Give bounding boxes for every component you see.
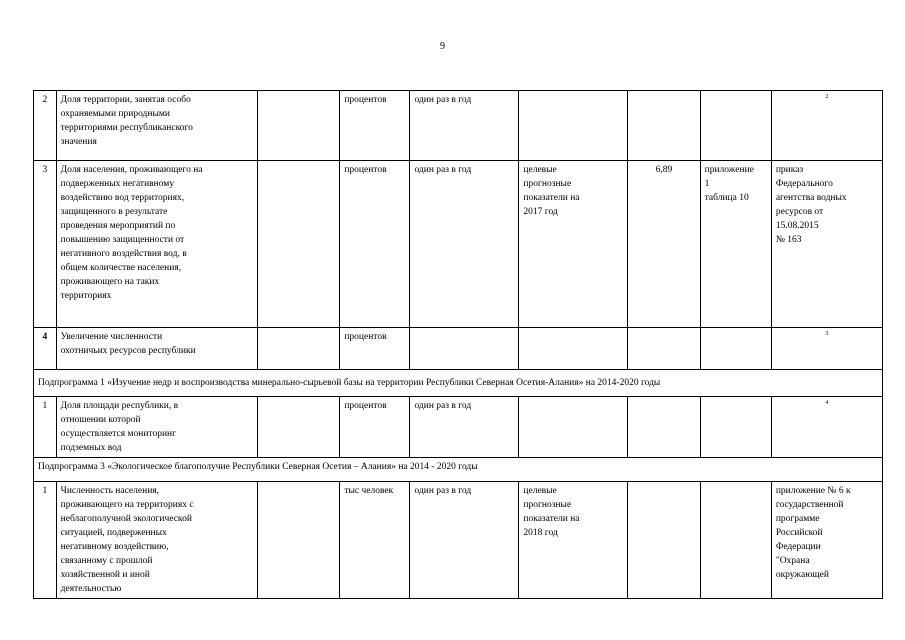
subprogram-title: Подпрограмма 1 «Изучение недр и воспроизводства минерально-сырьевой базы на территории Республики Северная Осетия-Алания» на 2014-2020 годы xyxy=(34,370,883,397)
period-cell: один раз в год xyxy=(410,161,519,328)
table-row xyxy=(34,328,883,370)
empty-cell xyxy=(258,397,340,458)
row-number: 1 xyxy=(34,482,57,599)
unit-cell: тыс человек xyxy=(340,482,410,599)
period-cell xyxy=(410,328,519,370)
empty-cell xyxy=(258,161,340,328)
indicator-name: Численность населения, проживающего на территориях с неблагополучной экологической ситуацией, подверженных негативному воздействию, связанному с прошлой хозяйственной и иной деятельностью xyxy=(56,482,258,599)
value-cell xyxy=(628,482,700,599)
value-cell xyxy=(628,91,700,161)
unit-cell: процентов xyxy=(340,397,410,458)
empty-cell xyxy=(258,91,340,161)
table-row xyxy=(34,161,883,328)
row-number: 2 xyxy=(34,91,57,161)
footnote-mark: 4 xyxy=(825,400,829,406)
subprogram-row xyxy=(34,458,883,482)
row-number: 1 xyxy=(34,397,57,458)
appendix-cell: приложение 1 таблица 10 xyxy=(700,161,771,328)
indicators-table xyxy=(33,90,883,599)
source-cell: целевые прогнозные показатели на 2017 год xyxy=(519,161,628,328)
period-cell: один раз в год xyxy=(410,91,519,161)
note-cell: приказ Федерального агентства водных ресурсов от 15.08.2015 № 163 xyxy=(771,161,882,328)
value-cell xyxy=(628,328,700,370)
appendix-cell xyxy=(700,328,771,370)
unit-cell: процентов xyxy=(340,328,410,370)
source-cell xyxy=(519,91,628,161)
page-number: 9 xyxy=(440,41,445,52)
source-cell xyxy=(519,397,628,458)
row-number: 4 xyxy=(34,328,57,370)
value-cell xyxy=(628,397,700,458)
source-cell: целевые прогнозные показатели на 2018 год xyxy=(519,482,628,599)
appendix-cell xyxy=(700,91,771,161)
indicator-name: Доля территории, занятая особо охраняемыми природными территориями республиканского значения xyxy=(56,91,258,161)
subprogram-row xyxy=(34,370,883,397)
indicator-name: Увеличение численности охотничьих ресурсов республики xyxy=(56,328,258,370)
period-cell: один раз в год xyxy=(410,397,519,458)
indicator-name: Доля площади республики, в отношении которой осуществляется мониторинг подземных вод xyxy=(56,397,258,458)
empty-cell xyxy=(258,482,340,599)
subprogram-title: Подпрограмма 3 «Экологическое благополучие Республики Северная Осетия – Алания» на 2014 - 2020 годы xyxy=(34,458,883,482)
footnote-mark: 3 xyxy=(825,331,829,337)
footnote-mark: 2 xyxy=(825,94,829,100)
unit-cell: процентов xyxy=(340,161,410,328)
row-number: 3 xyxy=(34,161,57,328)
unit-cell: процентов xyxy=(340,91,410,161)
appendix-cell xyxy=(700,482,771,599)
table-row xyxy=(34,397,883,458)
table-row xyxy=(34,91,883,161)
note-cell: приложение № 6 к государственной программе Российской Федерации "Охрана окружающей xyxy=(771,482,882,599)
period-cell: один раз в год xyxy=(410,482,519,599)
indicator-name: Доля населения, проживающего на подверженных негативному воздействию вод территориях, защищенного в результате проведения мероприятий по повышению защищенности от негативного воздействия вод, в общем количестве населения, проживающего на таких территориях xyxy=(56,161,258,328)
table-row xyxy=(34,482,883,599)
appendix-cell xyxy=(700,397,771,458)
source-cell xyxy=(519,328,628,370)
empty-cell xyxy=(258,328,340,370)
value-cell: 6,89 xyxy=(628,161,700,328)
